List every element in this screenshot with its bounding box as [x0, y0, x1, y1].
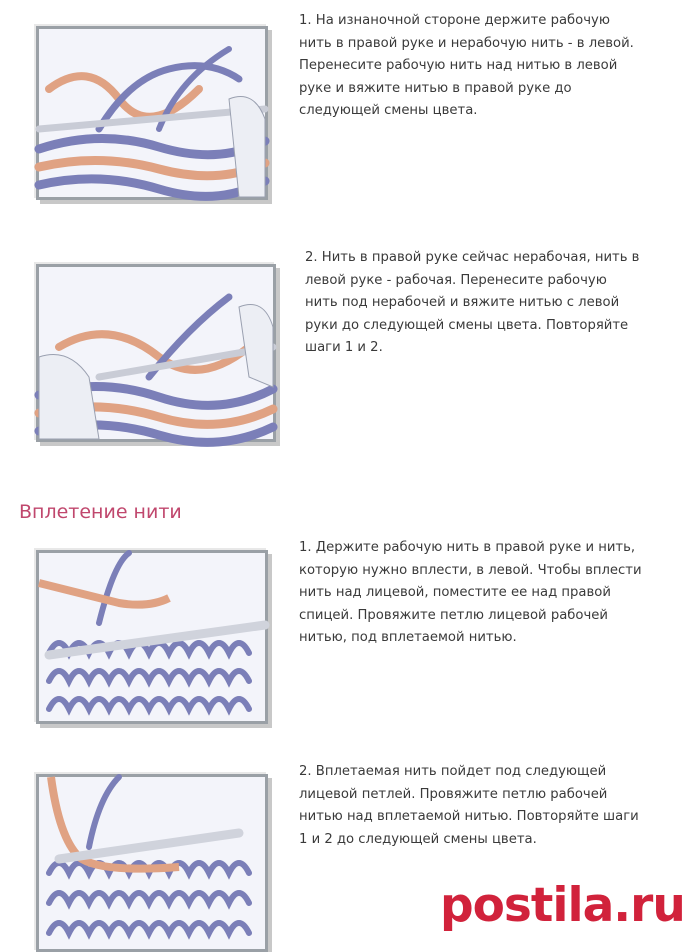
step-3-text: 1. Держите рабочую нить в правой руке и нить, которую нужно вплести, в левой. Чтобы вплести нить над лицевой, поместите ее над правой спицей. Провяжите петлю лицевой рабочей нитью, под вплетаемой нитью. — [299, 540, 642, 645]
step-2-text: 2. Нить в правой руке сейчас нерабочая, нить в левой руке - рабочая. Перенесите рабочую нить под нерабочей и вяжите нитью с левой руки до следующей смены цвета. Повторяйте шаги 1 и 2. — [305, 250, 640, 355]
watermark: postila.ru — [440, 878, 685, 933]
section-title: Вплетение нити — [19, 501, 182, 523]
knitting-illustration-2 — [36, 264, 276, 442]
knitting-illustration-4 — [36, 774, 268, 952]
step-1-text: 1. На изнаночной стороне держите рабочую нить в правой руке и нерабочую нить - в левой. Перенесите рабочую нить над нитью в левой руке и вяжите нитью в правой руке до следующей смены цвета. — [299, 13, 634, 118]
knitting-drawing — [39, 267, 273, 439]
knitting-drawing — [39, 553, 265, 721]
knitting-drawing — [39, 29, 265, 197]
step-4-text: 2. Вплетаемая нить пойдет под следующей лицевой петлей. Провяжите петлю рабочей нитью над вплетаемой нитью. Повторяйте шаги 1 и 2 до следующей смены цвета. — [299, 764, 639, 847]
knitting-drawing — [39, 777, 265, 949]
knitting-illustration-1 — [36, 26, 268, 200]
knitting-illustration-3 — [36, 550, 268, 724]
